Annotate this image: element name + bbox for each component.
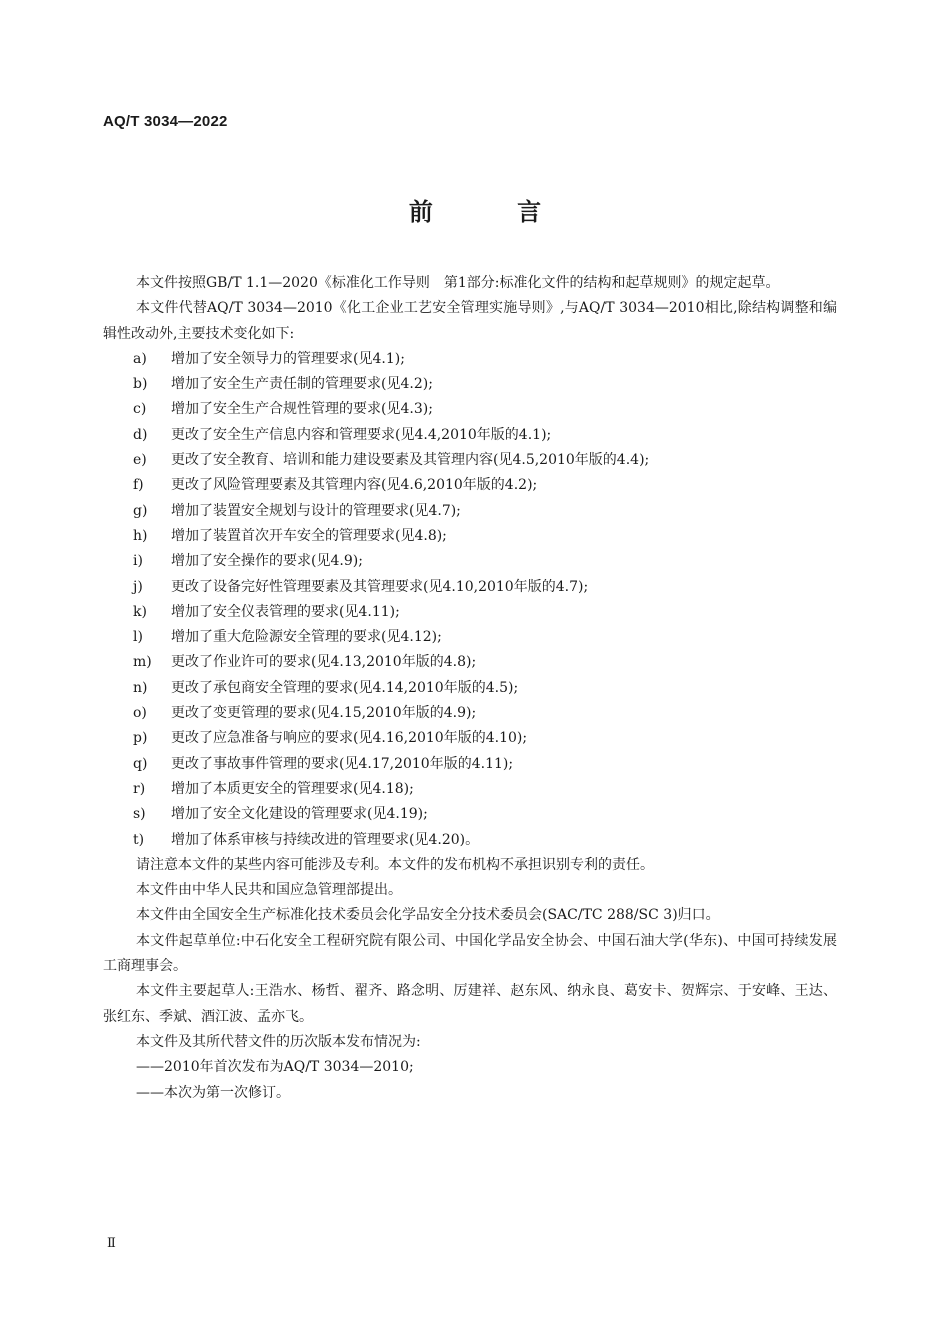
list-item-marker: i): [133, 553, 143, 570]
list-item: [103, 625, 837, 650]
list-item: [103, 676, 837, 701]
list-item-text: 增加了安全文化建设的管理要求(见4.19);: [171, 806, 428, 823]
list-item-text: 增加了本质更安全的管理要求(见4.18);: [171, 780, 414, 797]
list-item-marker: o): [133, 705, 147, 722]
list-item-text: 增加了安全领导力的管理要求(见4.1);: [171, 350, 405, 367]
list-item-marker: k): [133, 603, 147, 620]
list-item: [103, 828, 837, 853]
list-item: [103, 701, 837, 726]
list-item: [103, 499, 837, 524]
list-item: [103, 423, 837, 448]
list-item-marker: c): [133, 401, 147, 418]
list-item-text: 增加了安全生产责任制的管理要求(见4.2);: [171, 376, 433, 393]
paragraph-replacement: 本文件代替AQ/T 3034—2010《化工企业工艺安全管理实施导则》,与AQ/T 3034—2010相比,除结构调整和编辑性改动外,主要技术变化如下:: [103, 300, 837, 342]
paragraph-proposer: 本文件由中华人民共和国应急管理部提出。: [136, 882, 402, 899]
list-item: [103, 524, 837, 549]
list-item-marker: r): [133, 780, 146, 797]
list-item-marker: d): [133, 426, 148, 443]
list-item-marker: j): [133, 578, 143, 595]
list-item-marker: h): [133, 527, 148, 544]
page-number: Ⅱ: [107, 1236, 116, 1251]
list-item-marker: a): [133, 350, 147, 367]
list-item-text: 增加了安全仪表管理的要求(见4.11);: [171, 603, 400, 620]
list-item-text: 增加了重大危险源安全管理的要求(见4.12);: [171, 629, 442, 646]
list-item-text: 更改了承包商安全管理的要求(见4.14,2010年版的4.5);: [171, 679, 519, 696]
list-item-marker: b): [133, 376, 148, 393]
list-item-marker: m): [133, 654, 152, 671]
paragraph-patent-notice: 请注意本文件的某些内容可能涉及专利。本文件的发布机构不承担识别专利的责任。: [136, 856, 654, 873]
list-item-text: 更改了变更管理的要求(见4.15,2010年版的4.9);: [171, 705, 477, 722]
list-item-text: 更改了设备完好性管理要素及其管理要求(见4.10,2010年版的4.7);: [171, 578, 589, 595]
list-item-marker: t): [133, 831, 145, 848]
list-item-marker: n): [133, 679, 148, 696]
list-item-marker: e): [133, 452, 147, 469]
list-item-marker: g): [133, 502, 148, 519]
list-item: [103, 397, 837, 422]
list-item-text: 增加了安全操作的要求(见4.9);: [171, 553, 363, 570]
list-item-text: 更改了风险管理要素及其管理内容(见4.6,2010年版的4.2);: [171, 477, 538, 494]
list-item: [103, 347, 837, 372]
list-item-marker: p): [133, 730, 148, 747]
page-title: 前 言: [408, 198, 580, 226]
list-item-text: 更改了安全教育、培训和能力建设要素及其管理内容(见4.5,2010年版的4.4);: [171, 452, 650, 469]
list-item: [103, 726, 837, 751]
list-item: [103, 372, 837, 397]
list-item: [103, 473, 837, 498]
paragraph-drafting-units: 本文件起草单位:中石化安全工程研究院有限公司、中国化学品安全协会、中国石油大学(华东)、中国可持续发展工商理事会。: [103, 932, 837, 975]
foreword-body: [103, 271, 837, 1106]
list-item-marker: l): [133, 629, 143, 646]
list-item: [103, 575, 837, 600]
list-item-text: 增加了装置首次开车安全的管理要求(见4.8);: [171, 527, 447, 544]
paragraph-drafters: 本文件主要起草人:王浩水、杨哲、翟齐、路念明、厉建祥、赵东风、纳永良、葛安卡、贺辉宗、于安峰、王达、张红东、季斌、酒江波、孟亦飞。: [103, 983, 837, 1025]
list-item: [103, 448, 837, 473]
list-item: [103, 600, 837, 625]
changes-list: [103, 347, 837, 853]
list-item-marker: q): [133, 755, 148, 772]
list-item-text: 更改了事故事件管理的要求(见4.17,2010年版的4.11);: [171, 755, 514, 772]
list-item: [103, 650, 837, 675]
history-item: ——本次为第一次修订。: [136, 1084, 290, 1101]
list-item-text: 增加了体系审核与持续改进的管理要求(见4.20)。: [171, 831, 480, 848]
document-code: AQ/T 3034—2022: [103, 113, 228, 130]
paragraph-drafting-rule: 本文件按照GB/T 1.1—2020《标准化工作导则 第1部分:标准化文件的结构和起草规则》的规定起草。: [136, 275, 780, 291]
paragraph-committee: 本文件由全国安全生产标准化技术委员会化学品安全分技术委员会(SAC/TC 288/SC 3)归口。: [136, 907, 720, 924]
list-item-marker: f): [133, 477, 144, 494]
list-item-marker: s): [133, 806, 146, 823]
list-item: [103, 549, 837, 574]
list-item-text: 增加了装置安全规划与设计的管理要求(见4.7);: [171, 502, 461, 519]
list-item-text: 更改了作业许可的要求(见4.13,2010年版的4.8);: [171, 654, 477, 671]
list-item: [103, 777, 837, 802]
history-item: ——2010年首次发布为AQ/T 3034—2010;: [136, 1059, 414, 1076]
list-item-text: 更改了安全生产信息内容和管理要求(见4.4,2010年版的4.1);: [171, 426, 552, 443]
paragraph-history-intro: 本文件及其所代替文件的历次版本发布情况为:: [136, 1033, 421, 1050]
list-item-text: 更改了应急准备与响应的要求(见4.16,2010年版的4.10);: [171, 730, 528, 747]
list-item: [103, 802, 837, 827]
list-item-text: 增加了安全生产合规性管理的要求(见4.3);: [171, 401, 433, 418]
list-item: [103, 752, 837, 777]
